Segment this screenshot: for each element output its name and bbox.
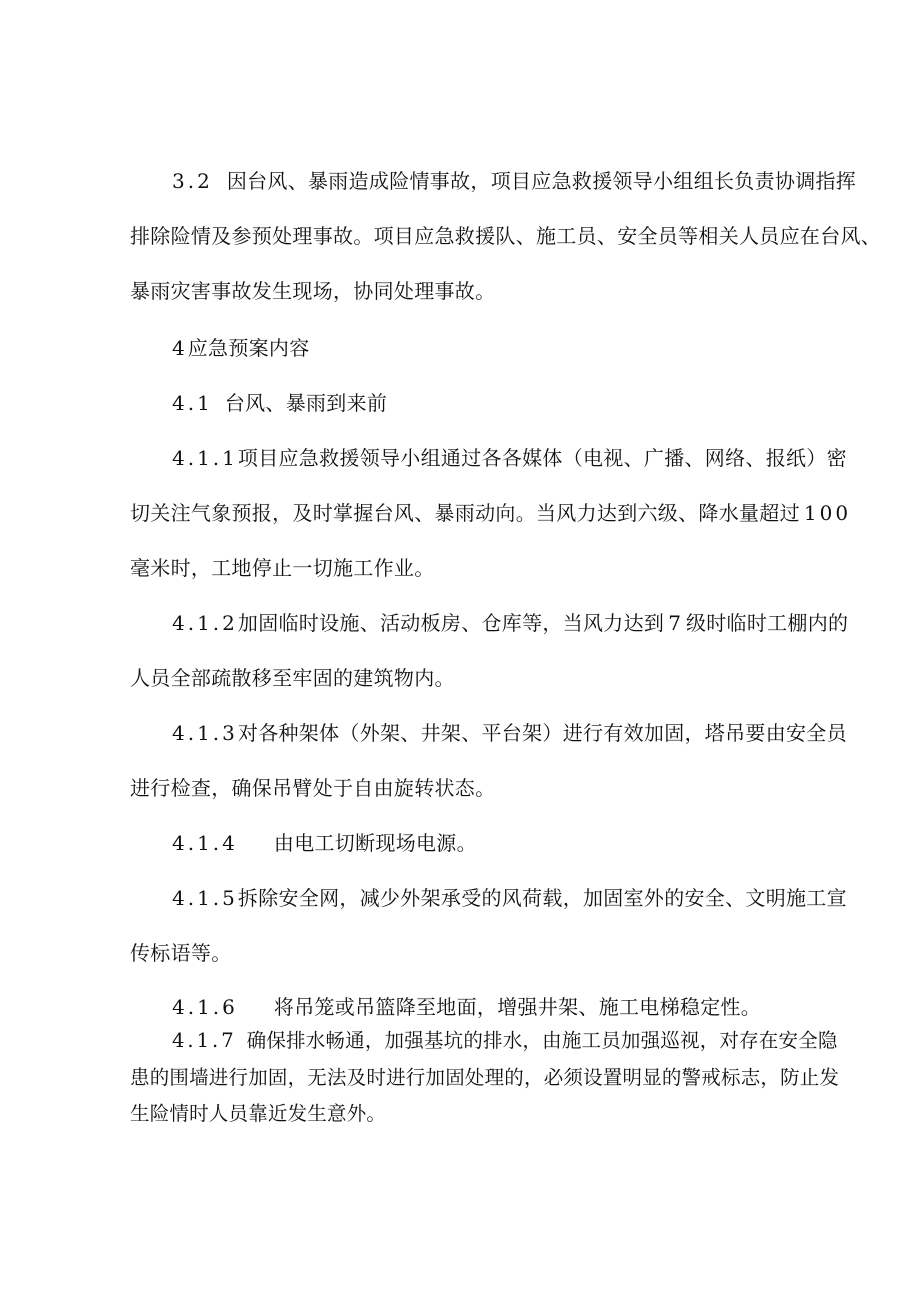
paragraph-3-2-line-1: [172, 167, 856, 195]
paragraph-text: 由电工切断现场电源。: [273, 831, 477, 855]
paragraph-4-1-2-line-2: [130, 664, 455, 692]
inline-number: 7: [668, 611, 684, 635]
paragraph-text: 切关注气象预报，及时掌握台风、暴雨动向。当风力达到六级、降水量超过: [130, 501, 800, 525]
section-number: 4: [172, 336, 188, 360]
section-number: 3.2: [172, 169, 213, 193]
paragraph-4-1-4: [172, 829, 477, 857]
inline-number: 100: [803, 501, 852, 525]
section-number: 4.1.1: [172, 446, 238, 470]
paragraph-text: 进行检查，确保吊臂处于自由旋转状态。: [130, 776, 496, 800]
heading-4: [172, 334, 310, 362]
paragraph-text: 排除险情及参预处理事故。项目应急救援队、施工员、安全员等相关人员应在台风、: [130, 224, 882, 248]
paragraph-text: 毫米时，工地停止一切施工作业。: [130, 556, 435, 580]
paragraph-text: 确保排水畅通，加强基坑的排水，由施工员加强巡视，对存在安全隐: [246, 1029, 838, 1052]
section-number: 4.1.7: [172, 1029, 237, 1052]
paragraph-4-1-3-line-2: [130, 774, 495, 802]
section-number: 4.1.2: [172, 611, 238, 635]
section-number: 4.1.5: [172, 886, 238, 910]
heading-text: 台风、暴雨到来前: [224, 391, 388, 415]
section-number: 4.1: [172, 391, 213, 415]
paragraph-text: 加固临时设施、活动板房、仓库等，当风力达到: [237, 611, 665, 635]
paragraph-4-1-5-line-2: [130, 939, 232, 967]
paragraph-text: 将吊笼或吊篮降至地面，增强井架、施工电梯稳定性。: [273, 995, 762, 1019]
paragraph-3-2-line-3: [130, 277, 495, 305]
section-number: 4.1.4: [172, 831, 238, 855]
paragraph-text: 拆除安全网，减少外架承受的风荷载，加固室外的安全、文明施工宣: [237, 886, 847, 910]
paragraph-4-1-1-line-3: [130, 554, 435, 582]
section-number: 4.1.6: [172, 995, 238, 1019]
paragraph-text: 暴雨灾害事故发生现场，协同处理事故。: [130, 279, 496, 303]
paragraph-4-1-7-line-1: [172, 1027, 838, 1055]
paragraph-3-2-line-2: [130, 222, 881, 250]
paragraph-4-1-2-line-1: [172, 609, 848, 637]
paragraph-text: 生险情时人员靠近发生意外。: [130, 1102, 387, 1125]
heading-text: 应急预案内容: [187, 336, 310, 360]
paragraph-4-1-6: [172, 993, 761, 1021]
paragraph-text: 项目应急救援领导小组通过各各媒体（电视、广播、网络、报纸）密: [237, 446, 847, 470]
paragraph-text: 对各种架体（外架、井架、平台架）进行有效加固，塔吊要由安全员: [237, 721, 847, 745]
paragraph-4-1-7-line-3: [130, 1100, 386, 1128]
paragraph-4-1-1-line-2: [130, 499, 851, 527]
paragraph-text: 级时临时工棚内的: [685, 611, 849, 635]
paragraph-4-1-1-line-1: [172, 444, 847, 472]
heading-4-1: [172, 389, 387, 417]
paragraph-4-1-5-line-1: [172, 884, 847, 912]
paragraph-4-1-7-line-2: [130, 1064, 839, 1092]
paragraph-text: 因台风、暴雨造成险情事故，项目应急救援领导小组组长负责协调指挥: [226, 169, 857, 193]
paragraph-text: 患的围墙进行加固，无法及时进行加固处理的，必须设置明显的警戒标志，防止发: [130, 1066, 840, 1089]
paragraph-text: 人员全部疏散移至牢固的建筑物内。: [130, 666, 455, 690]
paragraph-4-1-3-line-1: [172, 719, 847, 747]
paragraph-text: 传标语等。: [130, 941, 232, 965]
section-number: 4.1.3: [172, 721, 238, 745]
